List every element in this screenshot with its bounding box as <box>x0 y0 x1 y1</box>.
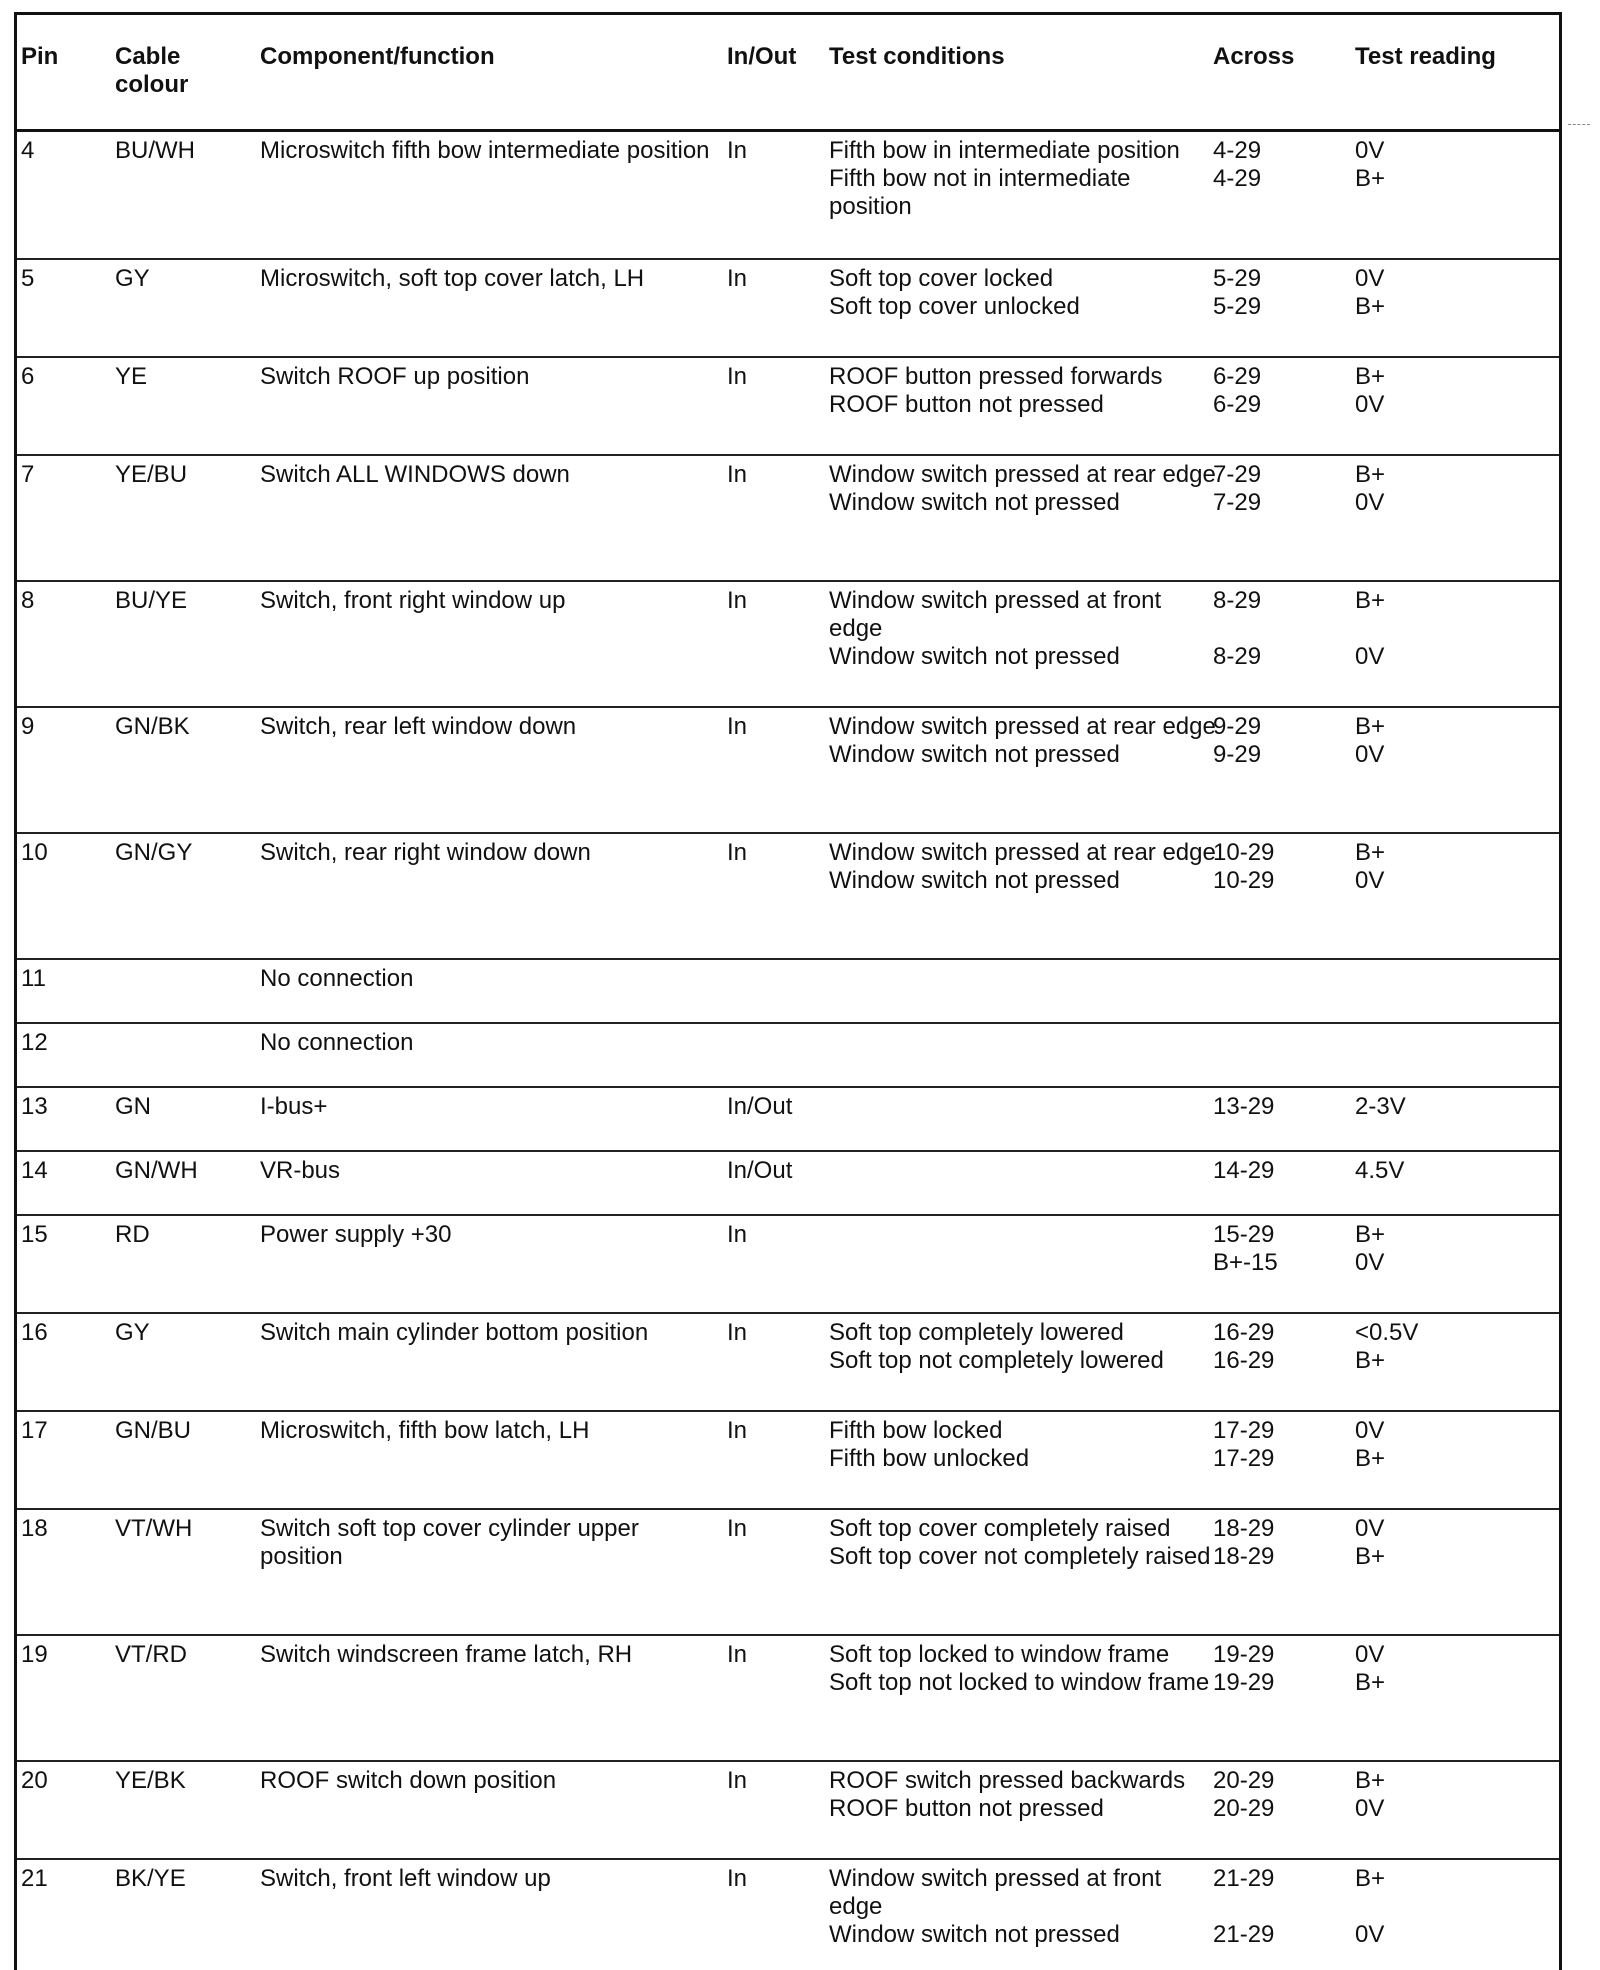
test-reading-value: B+ <box>1355 713 1386 740</box>
table-row <box>17 132 1559 260</box>
cable-colour-cell: BU/WH <box>115 137 195 164</box>
cable-colour-cell: GN/WH <box>115 1157 198 1184</box>
test-reading-value: B+ <box>1355 1767 1386 1794</box>
table-row <box>17 456 1559 582</box>
test-reading-cell <box>1355 265 1555 321</box>
table-row <box>17 582 1559 708</box>
test-conditions-cell <box>829 1417 1217 1473</box>
test-conditions-cell <box>829 839 1217 895</box>
test-reading-value: B+ <box>1355 461 1386 488</box>
table-row <box>17 1860 1559 1970</box>
test-condition: ROOF button pressed forwards <box>829 363 1163 390</box>
across-value: 16-29 <box>1213 1319 1275 1346</box>
in-out-cell: In <box>727 1515 748 1542</box>
across-value: 6-29 <box>1213 391 1262 418</box>
test-reading-cell <box>1355 363 1555 419</box>
component-cell: Switch, rear right window down <box>260 839 591 866</box>
test-reading-value: 0V <box>1355 1515 1385 1542</box>
test-condition: Window switch not pressed <box>829 741 1120 768</box>
pin-cell: 14 <box>21 1157 48 1184</box>
pin-cell: 4 <box>21 137 35 164</box>
across-cell <box>1213 839 1353 895</box>
across-cell <box>1213 1093 1353 1121</box>
table-row <box>17 1510 1559 1636</box>
test-condition: Fifth bow in intermediate position <box>829 137 1180 164</box>
test-condition: Window switch pressed at rear edge <box>829 713 1216 740</box>
test-reading-cell <box>1355 1319 1555 1375</box>
test-reading-value: 0V <box>1355 1795 1385 1822</box>
header-test-conditions: Test conditions <box>829 43 1005 70</box>
pin-cell: 18 <box>21 1515 48 1542</box>
pin-cell: 20 <box>21 1767 48 1794</box>
across-value: 20-29 <box>1213 1795 1275 1822</box>
across-value: 5-29 <box>1213 265 1262 292</box>
test-condition: Soft top cover completely raised <box>829 1515 1171 1542</box>
test-reading-value: B+ <box>1355 839 1386 866</box>
across-value: 14-29 <box>1213 1157 1275 1184</box>
component-cell: VR-bus <box>260 1157 341 1184</box>
in-out-cell: In <box>727 839 748 866</box>
test-condition: Window switch not pressed <box>829 643 1120 670</box>
in-out-cell: In <box>727 461 748 488</box>
in-out-cell: In/Out <box>727 1093 793 1120</box>
across-value: 20-29 <box>1213 1767 1275 1794</box>
across-value: 21-29 <box>1213 1921 1275 1948</box>
component-cell: I-bus+ <box>260 1093 328 1120</box>
test-reading-cell <box>1355 1515 1555 1571</box>
header-cable-colour: Cable colour <box>115 43 189 98</box>
cable-colour-cell: GN/GY <box>115 839 193 866</box>
table-row <box>17 260 1559 358</box>
component-cell: Switch ROOF up position <box>260 363 530 390</box>
table-row <box>17 1152 1559 1216</box>
table-row <box>17 1636 1559 1762</box>
pin-cell: 5 <box>21 265 35 292</box>
test-condition: Window switch pressed at rear edge <box>829 839 1216 866</box>
test-conditions-cell <box>829 1515 1217 1571</box>
header-component: Component/function <box>260 43 495 70</box>
test-reading-value: B+ <box>1355 1669 1386 1696</box>
cable-colour-cell: YE/BK <box>115 1767 186 1794</box>
cable-colour-cell: VT/WH <box>115 1515 193 1542</box>
pin-cell: 15 <box>21 1221 48 1248</box>
across-value: 7-29 <box>1213 489 1262 516</box>
test-conditions-cell <box>829 1865 1217 1949</box>
in-out-cell: In <box>727 265 748 292</box>
across-value: 18-29 <box>1213 1515 1275 1542</box>
across-value: 8-29 <box>1213 587 1262 614</box>
component-cell: Switch, rear left window down <box>260 713 577 740</box>
in-out-cell: In <box>727 363 748 390</box>
in-out-cell: In <box>727 1767 748 1794</box>
pin-cell: 6 <box>21 363 35 390</box>
across-value: 10-29 <box>1213 839 1275 866</box>
component-cell: Microswitch, fifth bow latch, LH <box>260 1417 590 1444</box>
cable-colour-cell: RD <box>115 1221 150 1248</box>
test-conditions-cell <box>829 713 1217 769</box>
pin-cell: 12 <box>21 1029 48 1056</box>
test-condition: Window switch pressed at front edge <box>829 587 1162 642</box>
test-reading-cell <box>1355 1417 1555 1473</box>
across-value: 6-29 <box>1213 363 1262 390</box>
test-reading-value: 2-3V <box>1355 1093 1406 1120</box>
in-out-cell: In <box>727 1417 748 1444</box>
test-condition: Soft top not completely lowered <box>829 1347 1164 1374</box>
table-row <box>17 1216 1559 1314</box>
test-condition: Soft top cover locked <box>829 265 1054 292</box>
test-condition: Window switch not pressed <box>829 867 1120 894</box>
test-reading-value: 0V <box>1355 1641 1385 1668</box>
across-value: 19-29 <box>1213 1669 1275 1696</box>
table-row <box>17 1762 1559 1860</box>
component-cell: Microswitch fifth bow intermediate position <box>260 137 710 164</box>
across-value: 7-29 <box>1213 461 1262 488</box>
test-reading-value: 0V <box>1355 643 1385 670</box>
test-reading-cell <box>1355 1157 1555 1185</box>
test-condition: Soft top completely lowered <box>829 1319 1124 1346</box>
cable-colour-cell: YE/BU <box>115 461 188 488</box>
header-across: Across <box>1213 43 1295 70</box>
across-value: B+-15 <box>1213 1249 1278 1276</box>
pin-cell: 9 <box>21 713 35 740</box>
in-out-cell: In <box>727 1319 748 1346</box>
test-reading-value: <0.5V <box>1355 1319 1419 1346</box>
cable-colour-cell: GN/BU <box>115 1417 192 1444</box>
in-out-cell: In <box>727 1641 748 1668</box>
test-condition: ROOF switch pressed backwards <box>829 1767 1186 1794</box>
header-test-reading: Test reading <box>1355 43 1496 70</box>
test-conditions-cell <box>829 137 1217 221</box>
across-value: 9-29 <box>1213 713 1262 740</box>
in-out-cell: In <box>727 587 748 614</box>
component-cell: ROOF switch down position <box>260 1767 557 1794</box>
component-cell: Microswitch, soft top cover latch, LH <box>260 265 645 292</box>
across-cell <box>1213 137 1353 193</box>
component-cell: Switch main cylinder bottom position <box>260 1319 649 1346</box>
table-row <box>17 960 1559 1024</box>
pin-cell: 10 <box>21 839 48 866</box>
component-cell: Switch ALL WINDOWS down <box>260 461 570 488</box>
across-cell <box>1213 1417 1353 1473</box>
pin-table <box>14 12 1562 1970</box>
test-reading-value: 0V <box>1355 489 1385 516</box>
cable-colour-cell: GY <box>115 1319 150 1346</box>
across-cell <box>1213 1319 1353 1375</box>
across-cell <box>1213 1157 1353 1185</box>
cable-colour-cell: GN <box>115 1093 151 1120</box>
component-cell: Switch windscreen frame latch, RH <box>260 1641 633 1668</box>
test-condition: Window switch pressed at rear edge <box>829 461 1216 488</box>
in-out-cell: In/Out <box>727 1157 793 1184</box>
test-reading-value: 0V <box>1355 265 1385 292</box>
cable-colour-cell: GY <box>115 265 150 292</box>
across-cell <box>1213 265 1353 321</box>
component-cell: Power supply +30 <box>260 1221 452 1248</box>
across-cell <box>1213 1767 1353 1823</box>
test-reading-value: 0V <box>1355 391 1385 418</box>
across-value: 17-29 <box>1213 1417 1275 1444</box>
test-conditions-cell <box>829 1641 1217 1697</box>
pin-cell: 13 <box>21 1093 48 1120</box>
test-reading-value: 0V <box>1355 1417 1385 1444</box>
across-value: 13-29 <box>1213 1093 1275 1120</box>
component-cell: Switch, front left window up <box>260 1865 551 1892</box>
test-condition: Fifth bow unlocked <box>829 1445 1030 1472</box>
test-reading-value: 0V <box>1355 1921 1385 1948</box>
test-reading-cell <box>1355 1865 1555 1949</box>
across-value: 5-29 <box>1213 293 1262 320</box>
header-pin: Pin <box>21 43 59 70</box>
across-cell <box>1213 1515 1353 1571</box>
pin-cell: 19 <box>21 1641 48 1668</box>
table-row <box>17 1412 1559 1510</box>
in-out-cell: In <box>727 713 748 740</box>
test-reading-cell <box>1355 1221 1555 1277</box>
test-reading-value: 0V <box>1355 867 1385 894</box>
cable-colour-cell: BK/YE <box>115 1865 186 1892</box>
test-reading-cell <box>1355 1767 1555 1823</box>
test-conditions-cell <box>829 363 1217 419</box>
table-row <box>17 1024 1559 1088</box>
pin-cell: 17 <box>21 1417 48 1444</box>
in-out-cell: In <box>727 1221 748 1248</box>
test-reading-value: B+ <box>1355 1865 1386 1892</box>
across-value: 8-29 <box>1213 643 1262 670</box>
test-reading-cell <box>1355 587 1555 671</box>
across-value: 9-29 <box>1213 741 1262 768</box>
test-condition: Soft top cover unlocked <box>829 293 1080 320</box>
test-condition: Soft top not locked to window frame <box>829 1669 1210 1696</box>
table-row <box>17 834 1559 960</box>
pin-cell: 7 <box>21 461 35 488</box>
test-reading-cell <box>1355 461 1555 517</box>
test-reading-cell <box>1355 1093 1555 1121</box>
across-value: 18-29 <box>1213 1543 1275 1570</box>
component-cell: No connection <box>260 965 414 992</box>
pin-cell: 16 <box>21 1319 48 1346</box>
test-condition: Window switch not pressed <box>829 1921 1120 1948</box>
test-reading-cell <box>1355 713 1555 769</box>
test-condition: Soft top locked to window frame <box>829 1641 1170 1668</box>
test-reading-value: 0V <box>1355 137 1385 164</box>
test-reading-cell <box>1355 137 1555 193</box>
test-reading-cell <box>1355 1641 1555 1697</box>
test-reading-value: B+ <box>1355 293 1386 320</box>
test-condition: Fifth bow locked <box>829 1417 1003 1444</box>
test-condition: Soft top cover not completely raised <box>829 1543 1211 1570</box>
cable-colour-cell: YE <box>115 363 148 390</box>
across-cell <box>1213 587 1353 671</box>
table-row <box>17 708 1559 834</box>
component-cell: No connection <box>260 1029 414 1056</box>
across-value: 16-29 <box>1213 1347 1275 1374</box>
across-cell <box>1213 1641 1353 1697</box>
margin-mark <box>1568 124 1590 125</box>
table-row <box>17 358 1559 456</box>
cable-colour-cell: GN/BK <box>115 713 190 740</box>
test-reading-cell <box>1355 839 1555 895</box>
test-reading-value: 0V <box>1355 1249 1385 1276</box>
test-reading-value: 4.5V <box>1355 1157 1405 1184</box>
across-cell <box>1213 713 1353 769</box>
in-out-cell: In <box>727 1865 748 1892</box>
test-conditions-cell <box>829 461 1217 517</box>
test-condition: ROOF button not pressed <box>829 391 1104 418</box>
test-reading-value: B+ <box>1355 587 1386 614</box>
component-cell: Switch, front right window up <box>260 587 566 614</box>
across-value: 10-29 <box>1213 867 1275 894</box>
across-cell <box>1213 1221 1353 1277</box>
across-value: 17-29 <box>1213 1445 1275 1472</box>
test-reading-value: B+ <box>1355 1221 1386 1248</box>
test-reading-value: 0V <box>1355 741 1385 768</box>
in-out-cell: In <box>727 137 748 164</box>
header-in-out: In/Out <box>727 43 797 70</box>
test-reading-value: B+ <box>1355 363 1386 390</box>
test-conditions-cell <box>829 587 1217 671</box>
test-condition: ROOF button not pressed <box>829 1795 1104 1822</box>
across-cell <box>1213 461 1353 517</box>
across-cell <box>1213 363 1353 419</box>
test-reading-value: B+ <box>1355 165 1386 192</box>
test-condition: Window switch not pressed <box>829 489 1120 516</box>
across-value: 15-29 <box>1213 1221 1275 1248</box>
test-conditions-cell <box>829 265 1217 321</box>
across-cell <box>1213 1865 1353 1949</box>
across-value: 4-29 <box>1213 137 1262 164</box>
cable-colour-cell: BU/YE <box>115 587 188 614</box>
test-conditions-cell <box>829 1767 1217 1823</box>
component-cell: Switch soft top cover cylinder upper position <box>260 1515 639 1570</box>
pin-cell: 8 <box>21 587 35 614</box>
table-row <box>17 1314 1559 1412</box>
table-header <box>17 15 1559 132</box>
test-condition: Window switch pressed at front edge <box>829 1865 1162 1920</box>
across-value: 4-29 <box>1213 165 1262 192</box>
test-condition: Fifth bow not in intermediate position <box>829 165 1131 220</box>
pin-cell: 21 <box>21 1865 48 1892</box>
cable-colour-cell: VT/RD <box>115 1641 187 1668</box>
table-row <box>17 1088 1559 1152</box>
test-reading-value: B+ <box>1355 1543 1386 1570</box>
test-reading-value: B+ <box>1355 1347 1386 1374</box>
across-value: 19-29 <box>1213 1641 1275 1668</box>
test-reading-value: B+ <box>1355 1445 1386 1472</box>
pin-cell: 11 <box>21 965 46 992</box>
test-conditions-cell <box>829 1319 1217 1375</box>
across-value: 21-29 <box>1213 1865 1275 1892</box>
